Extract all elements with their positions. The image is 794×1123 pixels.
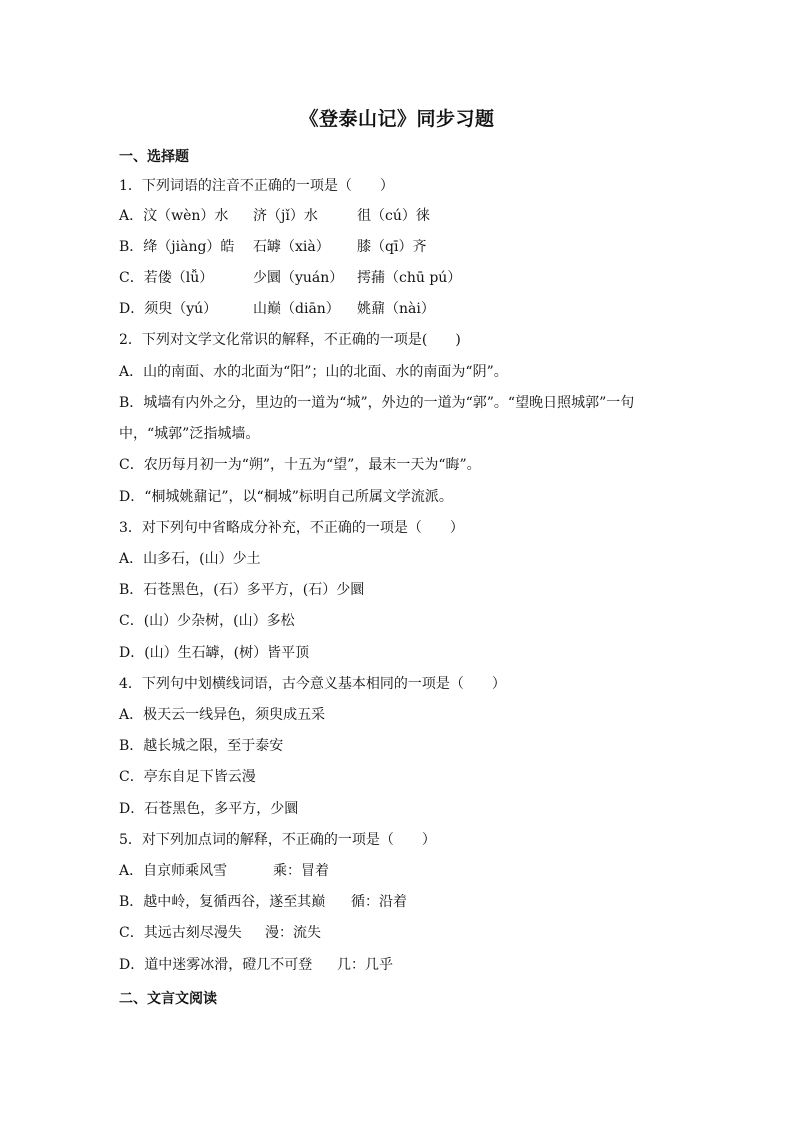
option-c-item-1: C．若偻（lǚ）: [119, 270, 214, 286]
question-4-option-c: C．亭东自足下皆云漫: [119, 769, 256, 785]
question-3-option-b: B．石苍黑色，(石）多平方，(石）少圜: [119, 582, 365, 598]
option-b-item-2: 石罅（xià）: [253, 239, 330, 255]
question-3-option-a: A．山多石，(山）少土: [119, 551, 261, 567]
option-b-item-1: B．绛（jiàng）皓: [119, 239, 235, 255]
question-3-option-c: C．(山）少杂树，(山）多松: [119, 613, 295, 629]
question-4-stem: 4．下列句中划横线词语，古今意义基本相同的一项是（ ）: [119, 676, 506, 692]
option-a-item-3: 徂（cú）徕: [357, 208, 430, 224]
option-d-sentence: D．道中迷雾冰滑，磴几不可登: [119, 957, 313, 973]
question-4-option-d: D．石苍黑色，多平方，少圜: [119, 801, 299, 817]
question-2-option-a: A．山的南面、水的北面为“阳”；山的北面、水的南面为“阴”。: [119, 364, 508, 380]
option-c-sentence: C．其远古刻尽漫失: [119, 925, 242, 941]
question-4-option-b: B．越长城之限，至于泰安: [119, 738, 284, 754]
option-d-item-2: 山巅（diān）: [253, 301, 340, 317]
section-heading-choice: 一、选择题: [119, 149, 189, 165]
option-b-item-3: 膝（qī）齐: [357, 239, 427, 255]
question-3-option-d: D．(山）生石罅，(树）皆平顶: [119, 645, 310, 661]
document-title: 《登泰山记》同步习题: [299, 108, 495, 130]
option-c-item-3: 摴蒱（chū pú）: [357, 270, 462, 286]
option-d-gloss: 几：几乎: [337, 957, 393, 973]
option-b-gloss: 循：沿着: [351, 894, 407, 910]
question-5-stem: 5．对下列加点词的解释，不正确的一项是（ ）: [119, 832, 436, 848]
question-2-option-b: B．城墙有内外之分，里边的一道为“城”，外边的一道为“郭”。“望晚日照城郭”一句: [119, 395, 635, 411]
question-4-option-a: A．极天云一线异色，须臾成五采: [119, 707, 326, 723]
section-heading-classical-reading: 二、文言文阅读: [119, 991, 217, 1007]
question-2-option-c: C．农历每月初一为“朔”，十五为“望”，最末一天为“晦”。: [119, 457, 481, 473]
option-a-sentence: A．自京师乘风雪: [119, 863, 228, 879]
option-a-item-1: A．汶（wèn）水: [119, 208, 229, 224]
question-2-stem: 2．下列对文学文化常识的解释，不正确的一项是( ): [119, 332, 461, 348]
option-a-gloss: 乘：冒着: [273, 863, 329, 879]
question-1-stem: 1．下列词语的注音不正确的一项是（ ）: [119, 178, 394, 194]
question-2-option-d: D．“桐城姚鼐记”，以“桐城”标明自己所属文学流派。: [119, 489, 453, 505]
option-d-item-3: 姚鼐（nài）: [357, 301, 435, 317]
option-a-item-2: 济（jǐ）水: [253, 208, 318, 224]
option-d-item-1: D．须臾（yú）: [119, 301, 218, 317]
option-c-gloss: 漫：流失: [265, 925, 321, 941]
option-b-sentence: B．越中岭，复循西谷，遂至其巅: [119, 894, 326, 910]
question-2-option-b-continued: 中，“城郭”泛指城墙。: [119, 426, 260, 442]
question-3-stem: 3．对下列句中省略成分补充，不正确的一项是（ ）: [119, 520, 464, 536]
option-c-item-2: 少圜（yuán）: [253, 270, 344, 286]
